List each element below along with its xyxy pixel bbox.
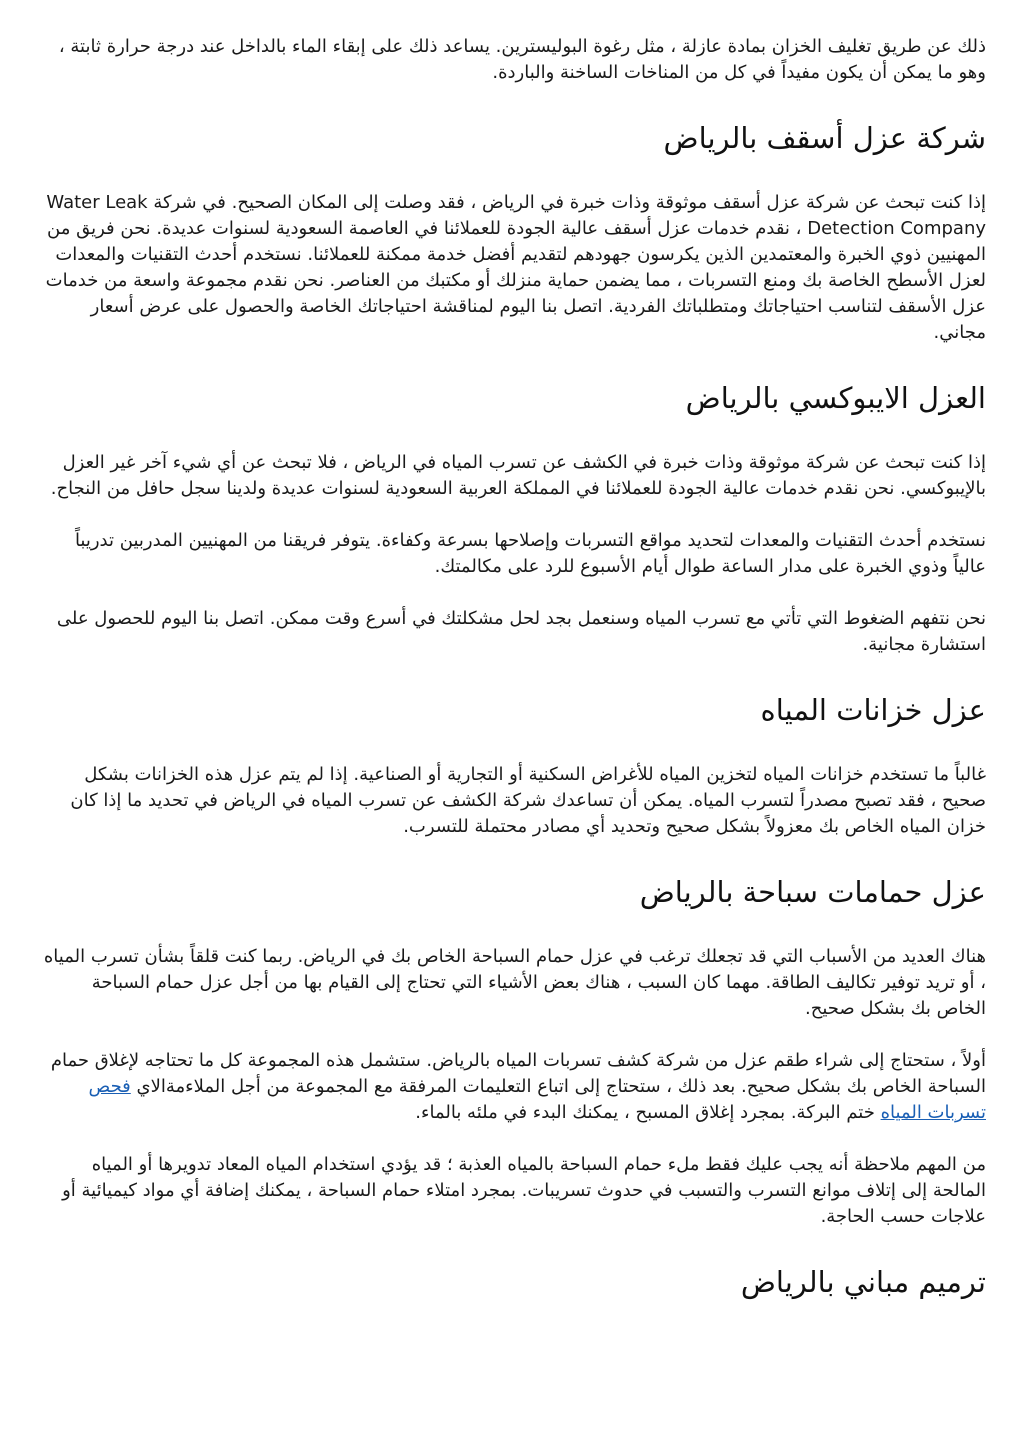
section-water-tanks bbox=[38, 688, 986, 840]
epoxy-paragraph-3: نحن نتفهم الضغوط التي تأتي مع تسرب المياه وسنعمل بجد لحل مشكلتك في أسرع وقت ممكن. اتصل بنا اليوم للحصول على استشارة مجانية. bbox=[56, 608, 986, 655]
tanks-paragraph: غالباً ما تستخدم خزانات المياه لتخزين المياه للأغراض السكنية أو التجارية أو الصناعية. إذا لم يتم عزل هذه الخزانات بشكل صحيح ، فقد تصبح مصدراً لتسرب المياه. يمكن أن تساعدك شركة الكشف عن تسرب المياه في الرياض في تحديد ما إذا كان خزان المياه الخاص بك معزولاً بشكل صحيح وتحديد أي مصادر محتملة للتسرب. bbox=[70, 764, 986, 837]
heading-roof-insulation: شركة عزل أسقف بالرياض bbox=[663, 121, 986, 155]
section-epoxy-insulation bbox=[38, 376, 986, 658]
roof-paragraph bbox=[38, 190, 986, 346]
roof-paragraph-part-2: ، نقدم خدمات عزل أسقف عالية الجودة للعملائنا في العاصمة السعودية لسنوات عديدة. نحن فريق من المهنيين ذوي الخبرة والمعتمدين الذين يكرسون جهودهم لتقديم أفضل خدمة ممكنة للعملائنا. نستخدم أحدث التقنيات والمعدات لعزل الأسطح الخاصة بك ومنع التسربات ، مما يضمن حماية منزلك أو مكتبك من العناصر. نحن نقدم مجموعة واسعة من خدمات عزل الأسقف لتناسب احتياجاتك ومتطلباتك الفردية. اتصل بنا اليوم لمناقشة احتياجاتك الخاصة والحصول على عرض أسعار مجاني. bbox=[45, 218, 986, 343]
company-name: Water Leak Detection Company bbox=[46, 192, 986, 239]
pools-paragraph-2-part-2: ختم البركة. بمجرد إغلاق المسبح ، يمكنك البدء في ملئه بالماء. bbox=[415, 1102, 881, 1123]
epoxy-paragraph-1: إذا كنت تبحث عن شركة موثوقة وذات خبرة في الكشف عن تسرب المياه في الرياض ، فلا تبحث عن أي شيء آخر غير العزل بالإيبوكسي. نحن نقدم خدمات عالية الجودة للعملائنا في المملكة العربية السعودية لسنوات عديدة ولدينا سجل حافل من النجاح. bbox=[50, 452, 986, 499]
heading-building-restoration: ترميم مباني بالرياض bbox=[740, 1265, 986, 1299]
epoxy-paragraph-2: نستخدم أحدث التقنيات والمعدات لتحديد مواقع التسربات وإصلاحها بسرعة وكفاءة. يتوفر فريقنا من المهنيين المدربين تدريباً عالياً وذوي الخبرة على مدار الساعة طوال أيام الأسبوع للرد على مكالمتك. bbox=[74, 530, 986, 577]
pools-paragraph-2-part-1: أولاً ، ستحتاج إلى شراء طقم عزل من شركة كشف تسربات المياه بالرياض. ستشمل هذه المجموعة كل ما تحتاجه لإغلاق حمام السباحة الخاص بك بشكل صحيح. بعد ذلك ، ستحتاج إلى اتباع التعليمات المرفقة مع المجموعة من أجل الملاءمةالاي bbox=[50, 1050, 986, 1097]
water-leak-inspection-link[interactable]: فحص تسربات المياه bbox=[88, 1076, 986, 1123]
intro-paragraph: ذلك عن طريق تغليف الخزان بمادة عازلة ، مثل رغوة البوليسترين. يساعد ذلك على إبقاء الماء بالداخل عند درجة حرارة ثابتة ، وهو ما يمكن أن يكون مفيداً في كل من المناخات الساخنة والباردة. bbox=[58, 36, 986, 83]
section-roof-insulation bbox=[38, 116, 986, 346]
section-building-restoration bbox=[38, 1260, 986, 1304]
pools-paragraph-2 bbox=[38, 1048, 986, 1126]
pools-paragraph-3: من المهم ملاحظة أنه يجب عليك فقط ملء حمام السباحة بالمياه العذبة ؛ قد يؤدي استخدام المياه المعاد تدويرها أو المياه المالحة إلى إتلاف موانع التسرب والتسبب في حدوث تسريبات. بمجرد امتلاء حمام السباحة ، يمكنك إضافة أي مواد كيميائية أو علاجات حسب الحاجة. bbox=[62, 1154, 986, 1227]
heading-swimming-pools: عزل حمامات سباحة بالرياض bbox=[639, 875, 986, 909]
pools-paragraph-1: هناك العديد من الأسباب التي قد تجعلك ترغب في عزل حمام السباحة الخاص بك في الرياض. ربما كنت قلقاً بشأن تسرب المياه ، أو تريد توفير تكاليف الطاقة. مهما كان السبب ، هناك بعض الأشياء التي تحتاج إلى القيام بها من أجل عزل حمام السباحة الخاص بك بشكل صحيح. bbox=[43, 946, 986, 1019]
roof-paragraph-part-1: إذا كنت تبحث عن شركة عزل أسقف موثوقة وذات خبرة في الرياض ، فقد وصلت إلى المكان الصحيح. في شركة bbox=[147, 192, 986, 213]
heading-water-tanks: عزل خزانات المياه bbox=[760, 693, 986, 727]
heading-epoxy-insulation: العزل الايبوكسي بالرياض bbox=[685, 381, 986, 415]
section-swimming-pools bbox=[38, 870, 986, 1230]
